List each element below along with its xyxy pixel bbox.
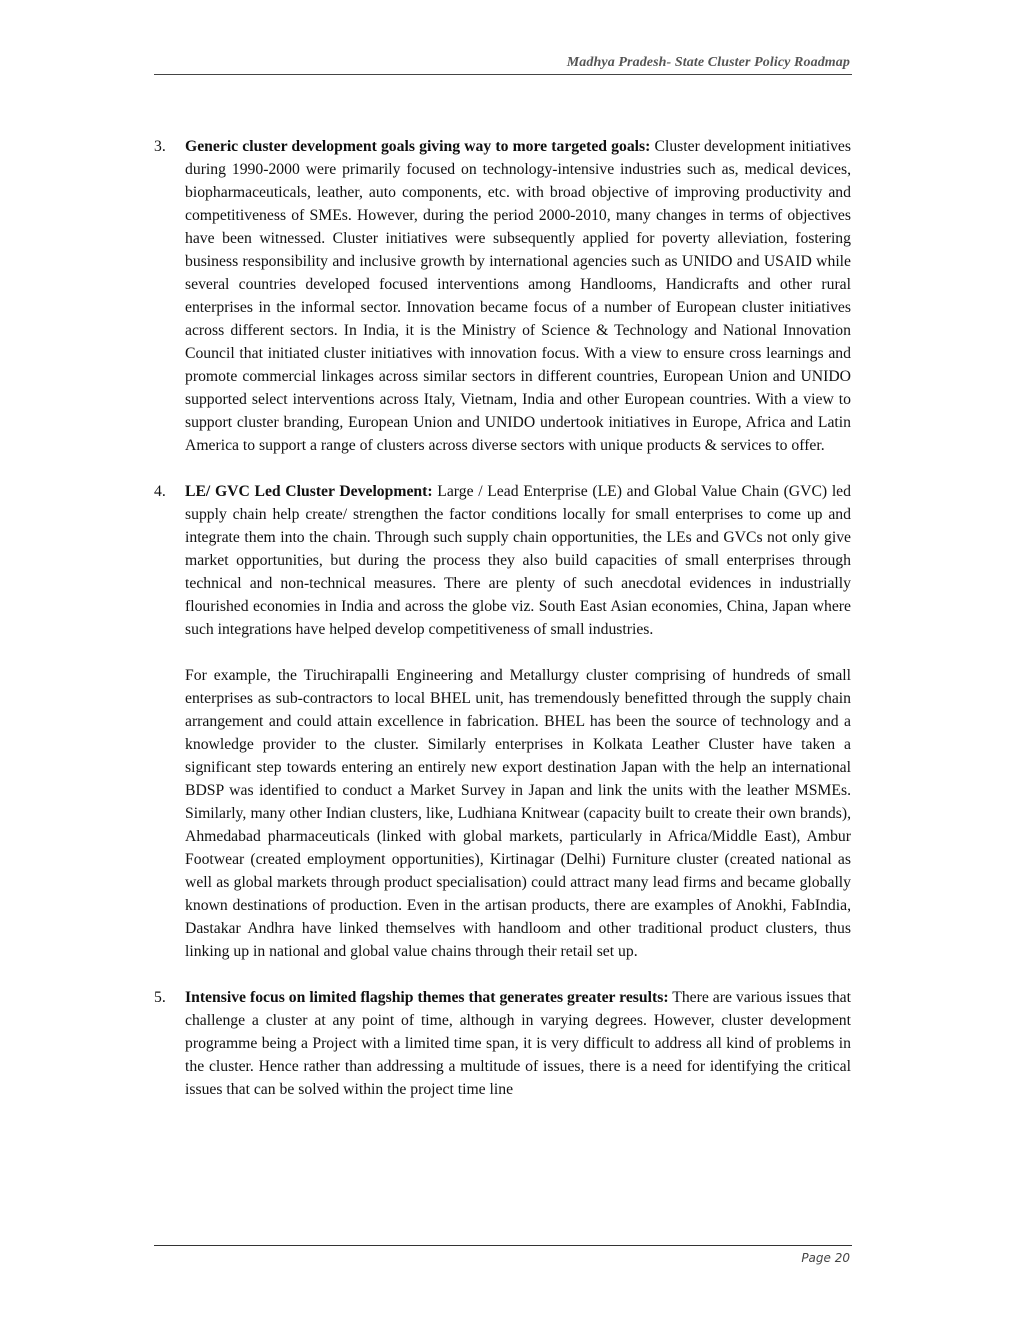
running-header-title: Madhya Pradesh- State Cluster Policy Roadmap	[566, 55, 850, 70]
list-item-number: 3.	[154, 138, 166, 155]
list-item-5	[154, 986, 851, 1101]
list-item-followup-paragraph: For example, the Tiruchirapalli Engineering and Metallurgy cluster comprising of hundreds of small enterprises as sub-contractors to local BHEL unit, has tremendously benefitted through the supply chain arrangement and could attain excellence in fabrication. BHEL has been the source of technology and a knowledge provider to the cluster. Similarly enterprises in Kolkata Leather Cluster have taken a significant step towards entering an entirely new export destination Japan with the help an international BDSP was identified to conduct a Market Survey in Japan and link the units with the leather MSMEs. Similarly, many other Indian clusters, like, Ludhiana Knitwear (capacity built to create their own brands), Ahmedabad pharmaceuticals (linked with global markets, particularly in Africa/Middle East), Ambur Footwear (created employment opportunities), Kirtinagar (Delhi) Furniture cluster (created national as well as global markets through product specialisation) could attract many lead firms and became globally known destinations of production. Even in the artisan products, there are examples of Anokhi, FabIndia, Dastakar Andhra have linked themselves with handloom and other traditional product clusters, thus linking up in national and global value chains through their retail set up.	[185, 667, 851, 960]
list-item-4	[154, 480, 851, 963]
body-text	[154, 135, 851, 1124]
list-item-number: 4.	[154, 483, 166, 500]
list-item-paragraph	[185, 480, 851, 641]
list-item-heading: LE/ GVC Led Cluster Development:	[185, 483, 433, 500]
footer-rule	[154, 1245, 852, 1246]
list-item-heading: Intensive focus on limited flagship themes that generates greater results:	[185, 989, 669, 1006]
list-item-number: 5.	[154, 989, 166, 1006]
list-item-body: There are various issues that challenge a cluster at any point of time, although in varying degrees. However, cluster development programme being a Project with a limited time span, it is very difficult to address all kind of problems in the cluster. Hence rather than addressing a multitude of issues, there is a need for identifying the critical issues that can be solved within the project time line	[185, 989, 851, 1098]
list-item-heading: Generic cluster development goals giving way to more targeted goals:	[185, 138, 651, 155]
list-item-body: Large / Lead Enterprise (LE) and Global Value Chain (GVC) led supply chain help create/ strengthen the factor conditions locally for small enterprises to come up and integrate them into the chain. Through such supply chain opportunities, the LEs and GVCs not only give market opportunities, but during the process they also build capacities of small enterprises through technical and non-technical measures. There are plenty of such anecdotal evidences in industrially flourished economies in India and across the globe viz. South East Asian economies, China, Japan where such integrations have helped develop competitiveness of small industries.	[185, 483, 851, 638]
page-number: Page 20	[801, 1251, 850, 1265]
list-item-3	[154, 135, 851, 457]
list-item-paragraph	[185, 135, 851, 457]
header-rule	[154, 74, 852, 75]
list-item-body: Cluster development initiatives during 1990-2000 were primarily focused on technology-intensive industries such as, medical devices, biopharmaceuticals, leather, auto components, etc. with broad objective of improving productivity and competitiveness of SMEs. However, during the period 2000-2010, many changes in terms of objectives have been witnessed. Cluster initiatives were subsequently applied for poverty alleviation, fostering business responsibility and inclusive growth by international agencies such as UNIDO and USAID while several countries developed focused interventions among Handlooms, Handicrafts and other rural enterprises in the informal sector. Innovation became focus of a number of European cluster initiatives across different sectors. In India, it is the Ministry of Science & Technology and National Innovation Council that initiated cluster initiatives with innovation focus. With a view to ensure cross learnings and promote commercial linkages across similar sectors in different countries, European Union and UNIDO supported select interventions across Italy, Vietnam, India and other European countries. With a view to support cluster branding, European Union and UNIDO undertook initiatives in Europe, Africa and Latin America to support a range of clusters across diverse sectors with unique products & services to offer.	[185, 138, 851, 454]
list-item-paragraph	[185, 986, 851, 1101]
